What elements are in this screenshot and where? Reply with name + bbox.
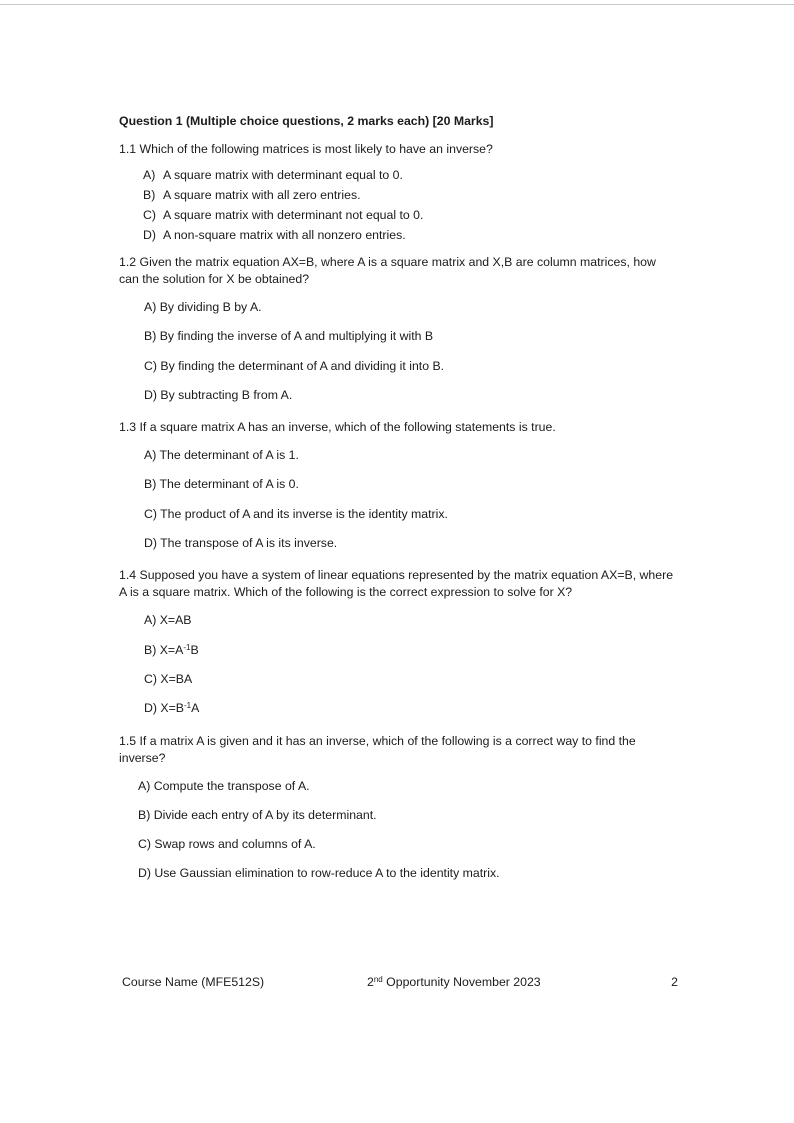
question-1-5	[119, 733, 679, 889]
option-d: D) Use Gaussian elimination to row-reduce A to the identity matrix.	[138, 866, 500, 881]
footer-course-name: Course Name (MFE512S)	[122, 975, 265, 989]
option-expression-tail: B	[190, 642, 199, 657]
question-1-1	[119, 141, 679, 245]
option-list	[119, 293, 679, 410]
inverse-exponent: -1	[183, 642, 191, 652]
option-d	[144, 694, 679, 723]
question-text: 1.2 Given the matrix equation AX=B, where A is a square matrix and X,B are column matrices, how can the solution for X be obtained?	[119, 255, 656, 286]
option-a: A) The determinant of A is 1.	[144, 448, 299, 463]
question-1-3	[119, 419, 679, 558]
option-letter: C)	[143, 208, 156, 222]
option-b: B) Divide each entry of A by its determinant.	[138, 807, 377, 822]
option-b	[143, 185, 679, 205]
question-text: 1.3 If a square matrix A has an inverse, which of the following statements is true.	[119, 420, 556, 435]
opportunity-text: Opportunity November 2023	[382, 975, 541, 989]
option-c: C) Swap rows and columns of A.	[138, 837, 316, 852]
option-c: C) By finding the determinant of A and dividing it into B.	[144, 358, 445, 373]
footer-opportunity	[367, 972, 541, 992]
section-heading: Question 1 (Multiple choice questions, 2 marks each) [20 Marks]	[119, 114, 494, 128]
option-expression: C) X=BA	[144, 671, 193, 686]
option-letter: A)	[143, 168, 156, 182]
option-a	[144, 606, 679, 635]
option-d: D) The transpose of A is its inverse.	[144, 536, 338, 551]
option-b: B) By finding the inverse of A and multiplying it with B	[144, 329, 434, 344]
option-expression-tail: A	[191, 701, 200, 716]
option-list	[119, 441, 679, 558]
question-1-2	[119, 254, 679, 410]
option-expression: D) X=B	[144, 701, 184, 716]
page-footer	[122, 972, 678, 992]
option-a: A) Compute the transpose of A.	[138, 778, 310, 793]
inverse-exponent: -1	[183, 701, 192, 711]
page-content	[119, 113, 679, 898]
option-text: A square matrix with determinant not equal to 0.	[163, 208, 424, 222]
page-number: 2	[671, 975, 678, 989]
option-list	[119, 165, 679, 245]
scan-edge-line	[0, 4, 794, 5]
option-expression: A) X=AB	[144, 613, 192, 628]
question-1-4	[119, 567, 679, 723]
option-b	[144, 636, 679, 665]
option-expression: B) X=A	[144, 642, 184, 657]
option-text: A square matrix with all zero entries.	[163, 188, 361, 202]
question-text: 1.1 Which of the following matrices is most likely to have an inverse?	[119, 142, 493, 156]
option-d	[143, 225, 679, 245]
option-d: D) By subtracting B from A.	[144, 387, 293, 402]
option-letter: B)	[143, 188, 156, 202]
option-list	[119, 772, 679, 889]
option-b: B) The determinant of A is 0.	[144, 477, 299, 492]
option-text: A square matrix with determinant equal to 0.	[163, 168, 403, 182]
question-text: 1.5 If a matrix A is given and it has an inverse, which of the following is a correct way to find the inverse?	[119, 733, 636, 765]
option-text: A non-square matrix with all nonzero entries.	[163, 228, 406, 242]
opportunity-number: 2	[367, 975, 374, 989]
option-c: C) The product of A and its inverse is the identity matrix.	[144, 506, 448, 521]
option-a: A) By dividing B by A.	[144, 300, 262, 314]
option-list	[119, 606, 679, 723]
option-c	[144, 665, 679, 694]
opportunity-ordinal: nd	[373, 975, 383, 984]
option-c	[143, 205, 679, 225]
option-letter: D)	[143, 228, 156, 242]
option-a	[143, 165, 679, 185]
question-text: 1.4 Supposed you have a system of linear equations represented by the matrix equation AX=B, where A is a square matrix. Which of the following is the correct expression to solve for X?	[119, 568, 674, 600]
